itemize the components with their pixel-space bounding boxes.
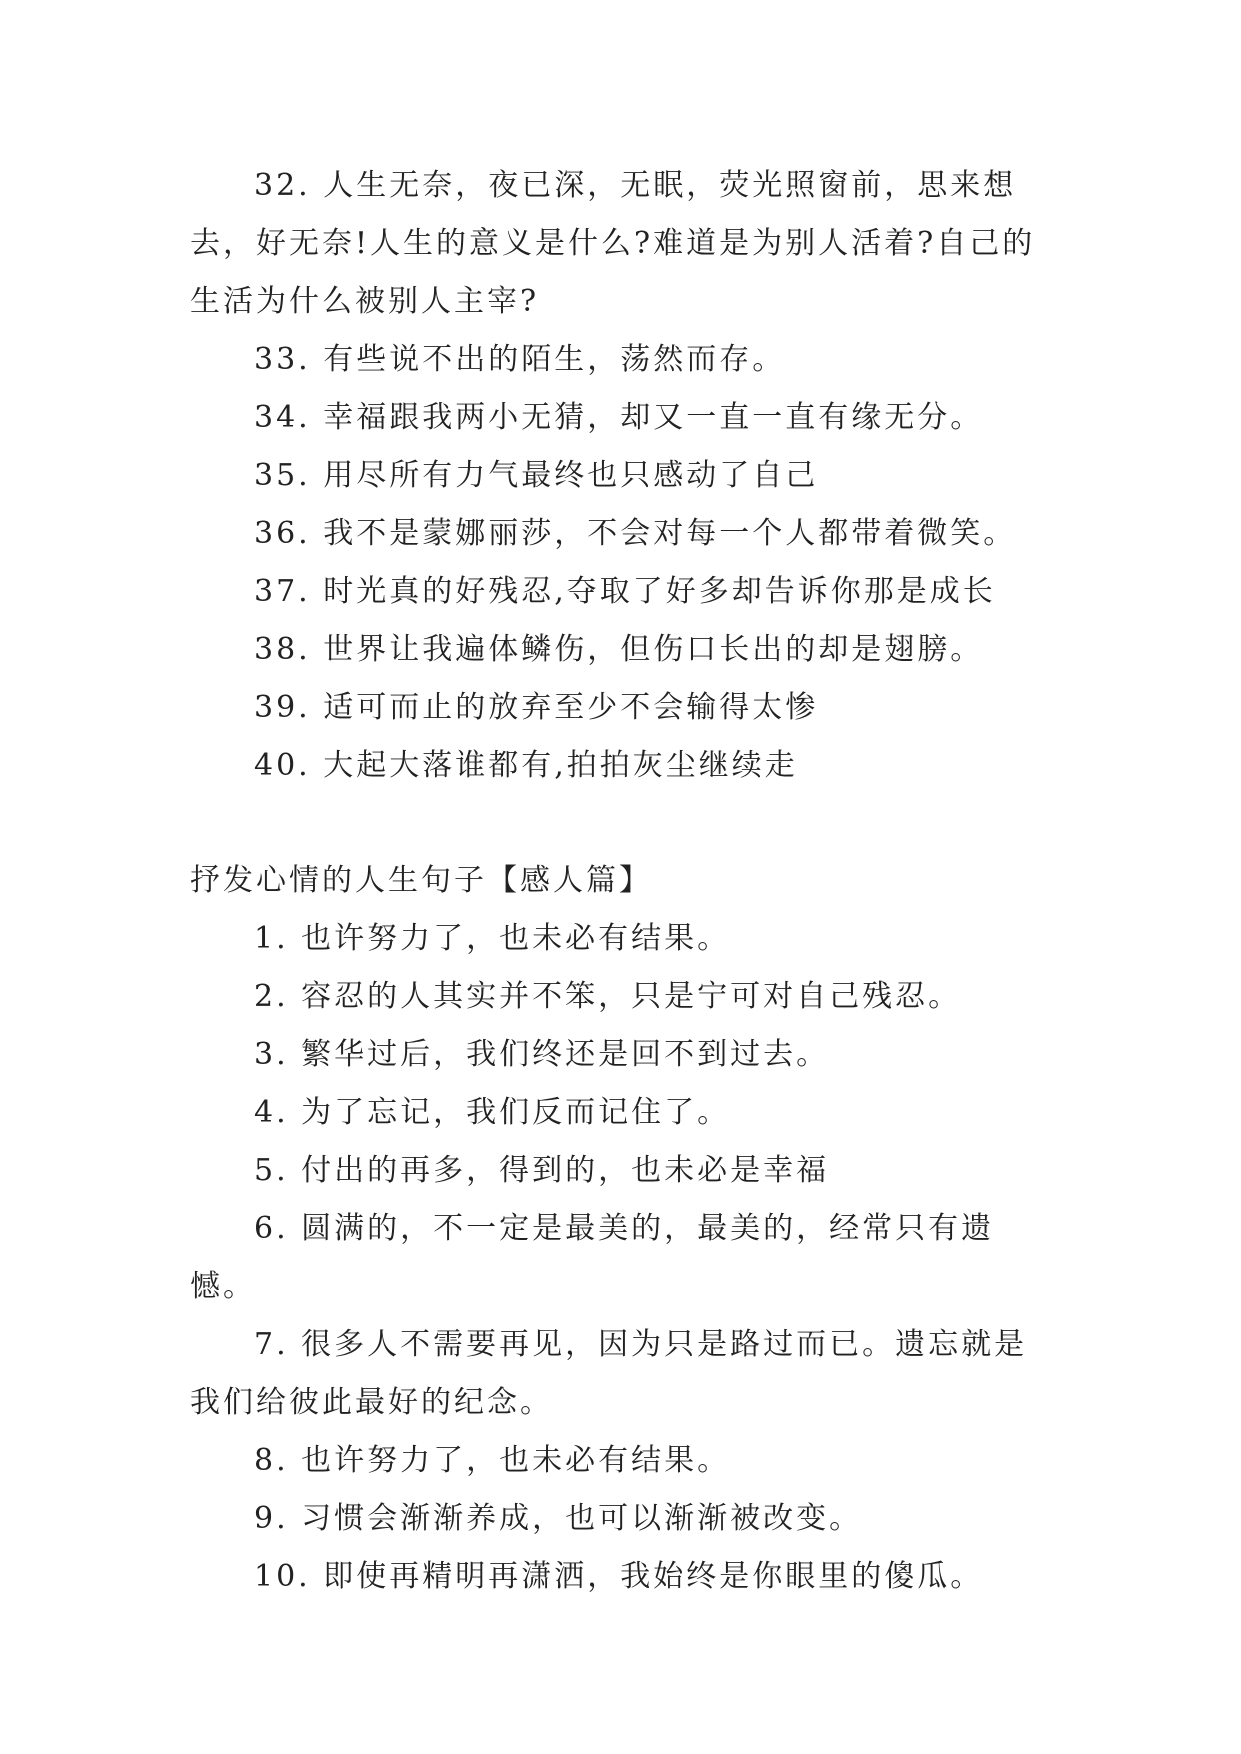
list-item: 4. 为了忘记，我们反而记住了。 [254,1095,731,1130]
list-item: 3. 繁华过后，我们终还是回不到过去。 [254,1037,830,1072]
list-item: 36. 我不是蒙娜丽莎，不会对每一个人都带着微笑。 [254,516,1017,551]
list-item: 40. 大起大落谁都有,拍拍灰尘继续走 [254,748,798,783]
list-item: 8. 也许努力了，也未必有结果。 [254,1443,731,1478]
list-item: 38. 世界让我遍体鳞伤，但伤口长出的却是翅膀。 [254,632,984,667]
list-item: 6. 圆满的，不一定是最美的，最美的，经常只有遗憾。 [190,1211,995,1304]
list-item: 2. 容忍的人其实并不笨，只是宁可对自己残忍。 [254,979,962,1014]
list-item: 39. 适可而止的放弃至少不会输得太惨 [254,690,819,725]
list-item: 10. 即使再精明再潇洒，我始终是你眼里的傻瓜。 [254,1559,984,1594]
list-item: 32. 人生无奈，夜已深，无眠，荧光照窗前，思来想去，好无奈!人生的意义是什么?难道是为别人活着?自己的生活为什么被别人主宰? [190,168,1036,319]
list-item: 35. 用尽所有力气最终也只感动了自己 [254,458,819,493]
list-item: 34. 幸福跟我两小无猜，却又一直一直有缘无分。 [254,400,984,435]
section-heading: 抒发心情的人生句子【感人篇】 [190,863,652,898]
list-item: 37. 时光真的好残忍,夺取了好多却告诉你那是成长 [254,574,996,609]
list-item: 9. 习惯会渐渐养成，也可以渐渐被改变。 [254,1501,863,1536]
list-item: 1. 也许努力了，也未必有结果。 [254,921,731,956]
list-item: 33. 有些说不出的陌生，荡然而存。 [254,342,786,377]
list-item: 5. 付出的再多，得到的，也未必是幸福 [254,1153,830,1188]
list-item: 7. 很多人不需要再见，因为只是路过而已。遗忘就是我们给彼此最好的纪念。 [190,1327,1028,1420]
document-body [190,157,1060,1606]
